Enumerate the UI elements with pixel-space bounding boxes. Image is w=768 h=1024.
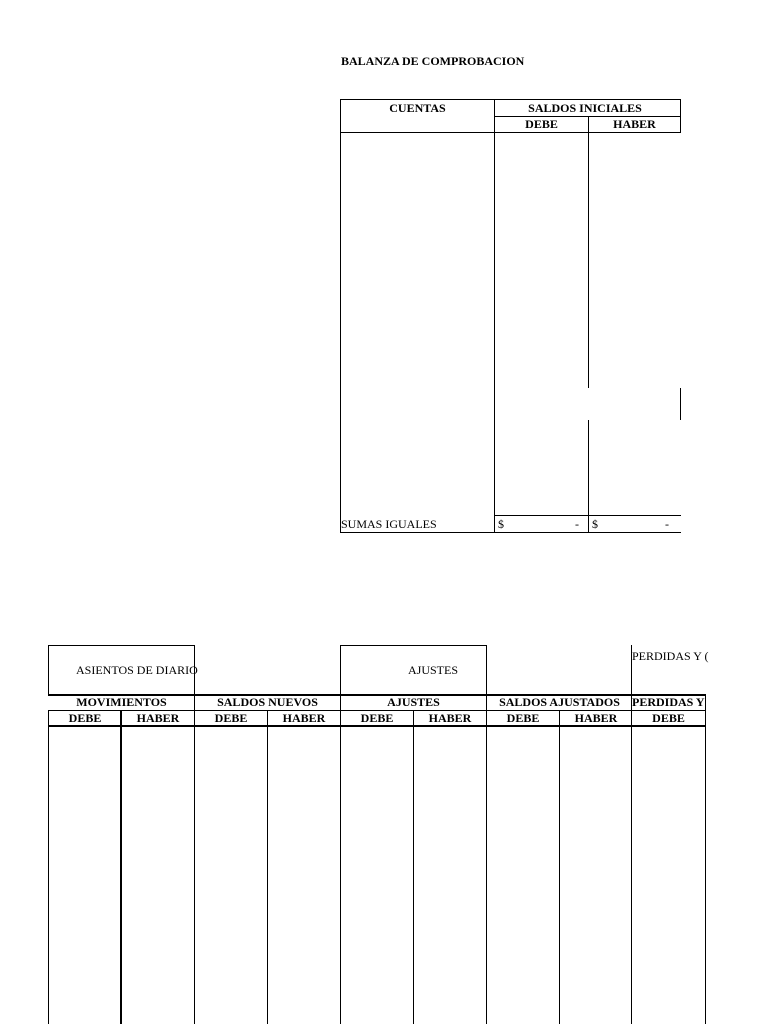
group-perdidas: PERDIDAS Y [632, 695, 705, 709]
group-saldos-ajustados: SALDOS AJUSTADOS [499, 695, 620, 709]
ajustes-label: AJUSTES [408, 663, 459, 677]
column-divider [267, 710, 268, 1024]
column-divider [680, 99, 681, 133]
asientos-box-left [48, 645, 49, 695]
group-saldos-nuevos: SALDOS NUEVOS [217, 695, 318, 709]
sub-header-haber: HABER [136, 711, 180, 725]
sumas-top-border [494, 515, 681, 516]
column-divider [120, 710, 122, 1024]
debe-header: DEBE [525, 117, 558, 131]
group-movimientos: MOVIMIENTOS [76, 695, 167, 709]
column-divider [559, 710, 560, 1024]
sub-header-bottom [48, 725, 706, 727]
column-divider [631, 694, 632, 1024]
sub-header-haber: HABER [428, 711, 472, 725]
page-title: BALANZA DE COMPROBACION [341, 54, 525, 68]
header-bottom [340, 132, 681, 133]
column-divider [588, 420, 589, 533]
sumas-debe-value: - [575, 517, 579, 531]
sub-header-debe: DEBE [506, 711, 540, 725]
haber-header: HABER [613, 117, 656, 131]
cuentas-header: CUENTAS [389, 101, 446, 115]
column-divider [340, 694, 341, 1024]
column-divider [705, 694, 706, 1024]
column-divider [680, 388, 681, 420]
asientos-label: ASIENTOS DE DIARIO [76, 663, 198, 677]
column-divider [588, 116, 589, 388]
ajustes-box-left [340, 645, 341, 695]
sumas-debe-currency: $ [498, 517, 504, 531]
sub-header-debe: DEBE [68, 711, 102, 725]
sub-header-haber: HABER [574, 711, 618, 725]
column-divider [413, 710, 414, 1024]
table-border-top [340, 99, 681, 100]
sub-header-debe: DEBE [214, 711, 248, 725]
ajustes-box-top [340, 645, 487, 646]
column-divider [486, 694, 487, 1024]
table-border-left [340, 99, 341, 533]
table-border-bottom [340, 532, 681, 533]
column-divider [48, 710, 49, 1024]
sumas-iguales-label: SUMAS IGUALES [341, 517, 437, 531]
ajustes-box-right [486, 645, 487, 695]
sub-header-debe: DEBE [360, 711, 394, 725]
sub-header-haber: HABER [282, 711, 326, 725]
sub-header-debe: DEBE [652, 711, 685, 725]
column-divider [494, 99, 495, 533]
asientos-box-top [48, 645, 195, 646]
group-ajustes: AJUSTES [387, 695, 440, 709]
saldos-iniciales-header: SALDOS INICIALES [528, 101, 642, 115]
column-divider [194, 694, 195, 1024]
sumas-haber-currency: $ [592, 517, 598, 531]
perdidas-label: PERDIDAS Y ( [632, 649, 709, 663]
sumas-haber-value: - [665, 517, 669, 531]
